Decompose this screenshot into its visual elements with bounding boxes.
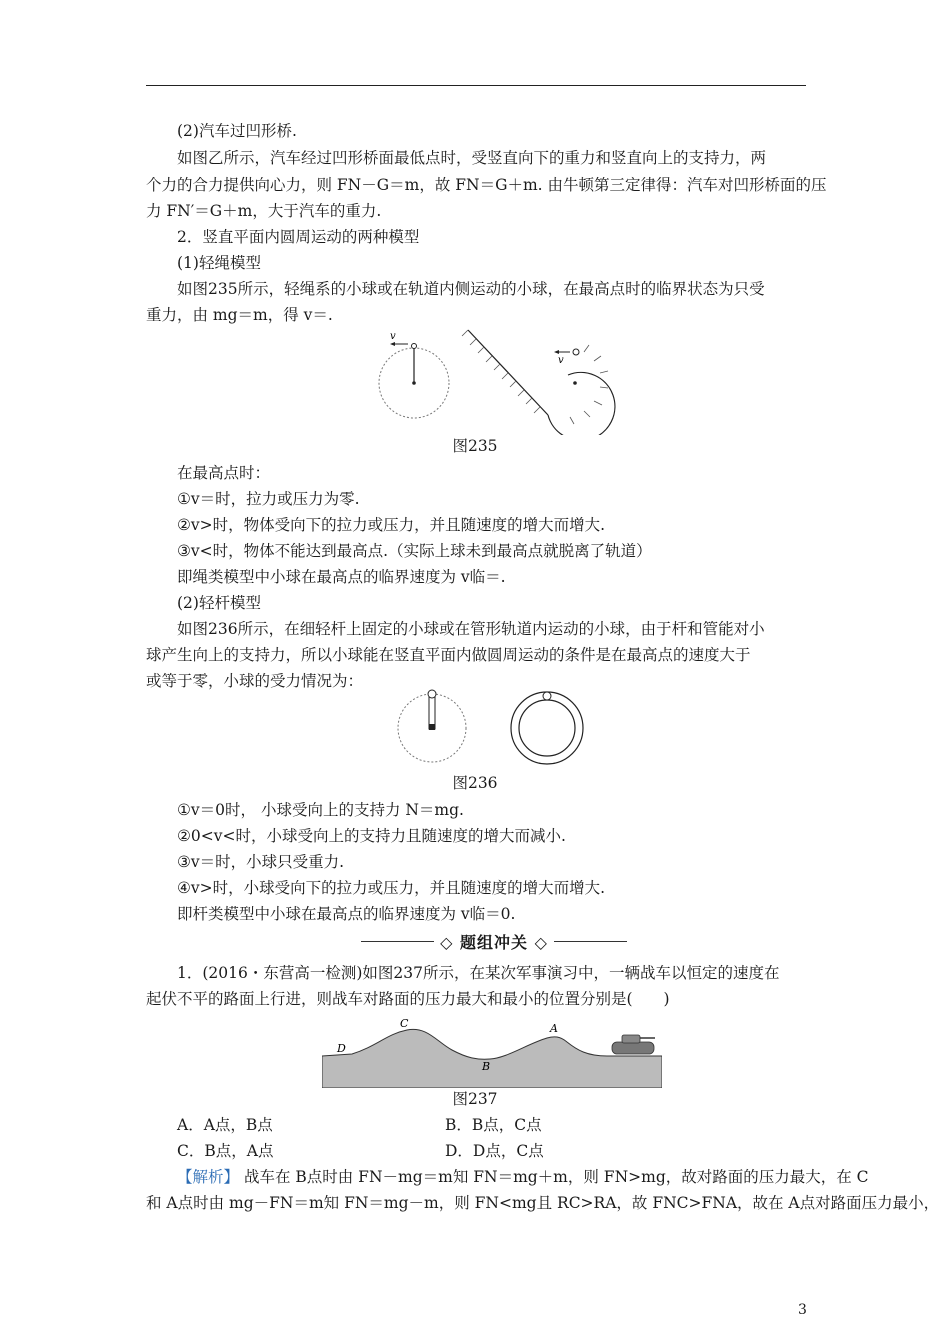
text-line: ②v>时，物体受向下的拉力或压力，并且随速度的增大而增大. [177,516,606,534]
text-line: ④v>时，小球受向下的拉力或压力，并且随速度的增大而增大. [177,879,606,897]
text-line: (1)轻绳模型 [177,254,261,272]
option-d: D．D点，C点 [445,1142,544,1160]
text-line: 即杆类模型中小球在最高点的临界速度为 v临＝0. [177,905,516,923]
text-line: 或等于零，小球的受力情况为： [146,672,364,690]
text-line: 重力，由 mg＝m，得 v＝. [146,306,333,324]
figure-236 [390,686,590,772]
analysis-text: 战车在 B点时由 FN－mg＝m知 FN＝mg＋m，则 FN>mg，故对路面的压力最大，在 C [239,1168,869,1186]
text-line: 即绳类模型中小球在最高点的临界速度为 v临＝. [177,568,506,586]
header-rule [146,85,806,86]
point-a-label: A [550,1022,558,1035]
analysis-line [146,1164,869,1190]
text-line: 如图乙所示，汽车经过凹形桥面最低点时，受竖直向下的重力和竖直向上的支持力，两 [177,149,767,167]
text-line: ①v＝时，拉力或压力为零. [177,490,360,508]
section-banner [361,930,627,952]
center-dot [412,381,416,385]
analysis-tag: 【解析】 [177,1168,240,1186]
loop-center-dot [573,381,577,385]
point-b-label: B [482,1060,491,1073]
ball [412,344,417,349]
analysis-line: 和 A点时由 mg－FN＝m知 FN＝mg－m，则 FN<mg且 RC>RA，故 FNC>FNA，故在 A点对路面压力最小， [146,1194,940,1212]
figure-237 [322,1016,662,1088]
figure-caption: 图237 [452,1090,498,1108]
loop-ball [573,349,579,355]
track-slope [468,330,548,415]
point-c-label: C [400,1017,409,1030]
text-line: (2)汽车过凹形桥. [177,122,297,140]
option-c: C．B点，A点 [177,1142,274,1160]
text-line: 个力的合力提供向心力，则 FN－G＝m，故 FN＝G＋m. 由牛顿第三定律得：汽车对凹形桥面的压 [146,176,827,194]
text-line: ③v<时，物体不能达到最高点.（实际上球未到最高点就脱离了轨道） [177,542,652,560]
arrowhead [390,342,395,346]
tank-icon [612,1035,655,1054]
text-line: 如图235所示，轻绳系的小球或在轨道内侧运动的小球，在最高点时的临界状态为只受 [177,280,765,298]
text-line: 力 FN′＝G＋m，大于汽车的重力. [146,202,382,220]
text-line: 在最高点时： [177,464,271,482]
text-line: 如图236所示，在细轻杆上固定的小球或在管形轨道内运动的小球，由于杆和管能对小 [177,620,765,638]
question-stem: 1．(2016・东营高一检测)如图237所示，在某次军事演习中，一辆战车以恒定的速度在 [177,964,780,982]
loop-arrowhead [554,350,559,354]
velocity-label: v [390,331,396,342]
text-line: (2)轻杆模型 [177,594,261,612]
rod-ball [428,690,436,698]
banner-title: ◇ 题组冲关 ◇ [440,932,548,952]
text-line: ①v＝0时， 小球受向上的支持力 N＝mg. [177,801,464,819]
terrain [322,1029,662,1088]
figure-caption: 图235 [452,437,498,455]
loop-track [548,372,615,435]
question-stem: 起伏不平的路面上行进，则战车对路面的压力最大和最小的位置分别是( ) [146,990,670,1008]
banner-rule-left [361,941,434,942]
text-line: 2．竖直平面内圆周运动的两种模型 [177,228,420,246]
text-line: ②0<v<时，小球受向上的支持力且随速度的增大而减小. [177,827,566,845]
tube-outer [511,692,583,764]
banner-rule-right [554,941,627,942]
option-b: B．B点，C点 [445,1116,542,1134]
page-number: 3 [798,1302,807,1318]
hatching [462,330,540,413]
option-a: A．A点，B点 [177,1116,273,1134]
figure-235 [370,325,630,435]
text-line: ③v＝时，小球只受重力. [177,853,345,871]
loop-velocity-label: v [558,355,564,366]
figure-caption: 图236 [452,774,498,792]
pivot [429,724,435,730]
tube-ball [543,692,551,700]
tube-inner [519,700,575,756]
point-d-label: D [337,1042,346,1055]
text-line: 球产生向上的支持力，所以小球能在竖直平面内做圆周运动的条件是在最高点的速度大于 [146,646,751,664]
